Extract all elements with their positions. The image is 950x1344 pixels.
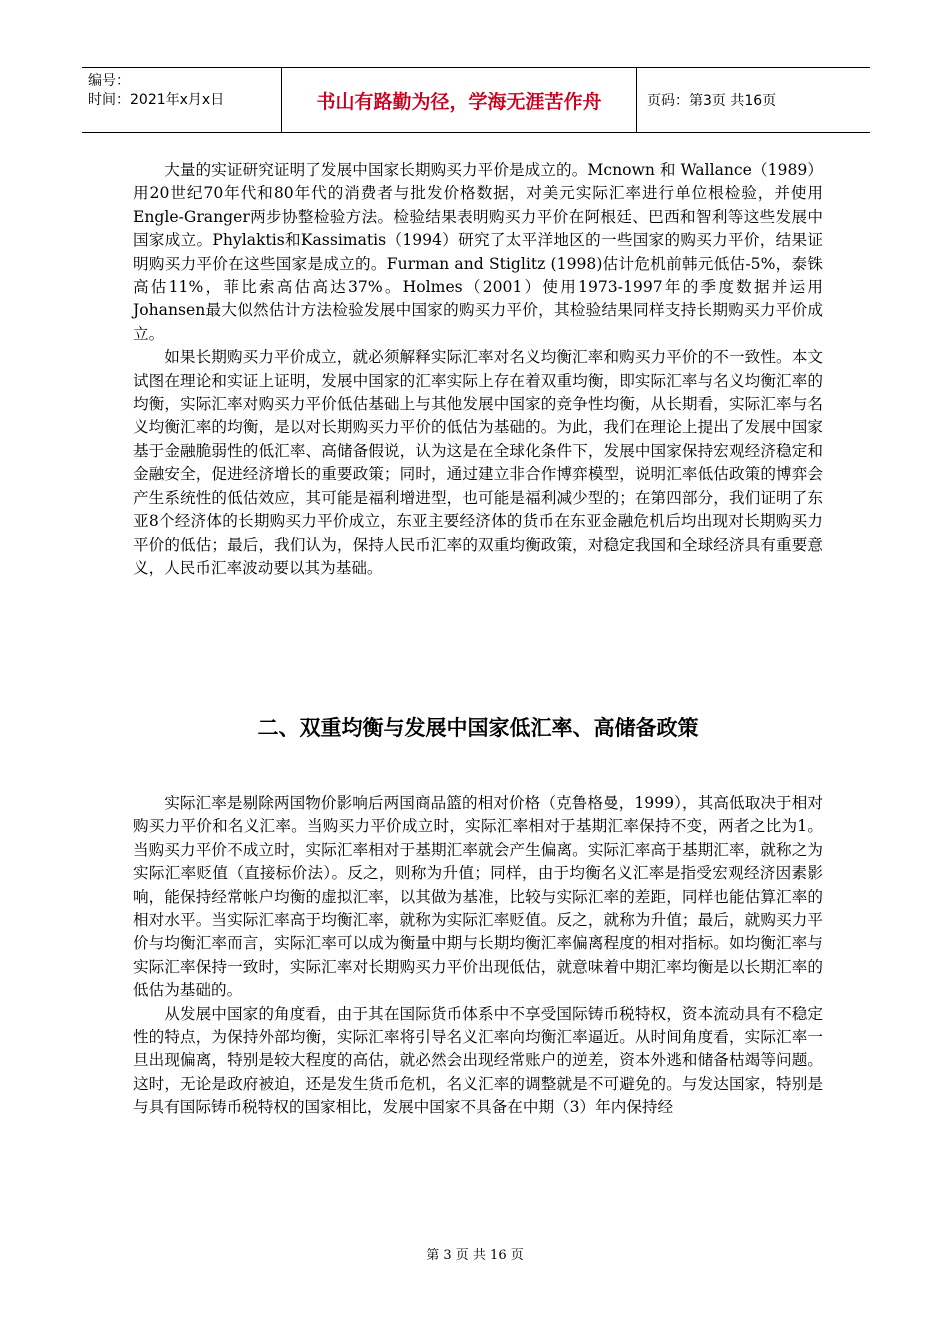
section-heading: 二、双重均衡与发展中国家低汇率、高储备政策 bbox=[257, 716, 699, 740]
date-label: 时间：2021年x月x日 bbox=[88, 92, 225, 108]
serial-number-label: 编号： bbox=[88, 73, 130, 89]
paragraph: 如果长期购买力平价成立，就必须解释实际汇率对名义均衡汇率和购买力平价的不一致性。本文试图在理论和实证上证明，发展中国家的汇率实际上存在着双重均衡，即实际汇率与名义均衡汇率的均衡，实际汇率对购买力平价低估基础上与其他发展中国家的竞争性均衡，从长期看，实际汇率与名义均衡汇率的均衡，是以对长期购买力平价的低估为基础的。为此，我们在理论上提出了发展中国家基于金融脆弱性的低汇率、高储备假说，认为这是在全球化条件下，发展中国家保持宏观经济稳定和金融安全，促进经济增长的重要政策；同时，通过建立非合作博弈模型，说明汇率低估政策的博弈会产生系统性的低估效应，其可能是福利增进型，也可能是福利减少型的；在第四部分，我们证明了东亚8个经济体的长期购买力平价成立，东亚主要经济体的货币在东亚金融危机后均出现对长期购买力平价的低估；最后，我们认为，保持人民币汇率的双重均衡政策，对稳定我国和全球经济具有重要意义，人民币汇率波动要以其为基础。 bbox=[133, 348, 823, 577]
header-motto: 书山有路勤为径，学海无涯苦作舟 bbox=[282, 68, 637, 132]
paragraph: 大量的实证研究证明了发展中国家长期购买力平价是成立的。Mcnown 和 Wallance（1989）用20世纪70年代和80年代的消费者与批发价格数据，对美元实际汇率进行单位根检验，并使用Engle-Granger两步协整检验方法。检验结果表明购买力平价在阿根廷、巴西和智利等这些发展中国家成立。Phylaktis和Kassimatis（1994）研究了太平洋地区的一些国家的购买力平价，结果证明购买力平价在这些国家是成立的。Furman and Stiglitz (1998)估计危机前韩元低估-5%，泰铢高估11%，菲比索高估高达37%。Holmes（2001）使用1973-1997年的季度数据并运用Johansen最大似然估计方法检验发展中国家的购买力平价，其检验结果同样支持长期购买力平价成立。 bbox=[133, 161, 823, 343]
header-meta bbox=[82, 68, 282, 132]
body-section-two bbox=[133, 792, 823, 1120]
header-page-number: 页码：第3页 共16页 bbox=[647, 93, 777, 109]
body-section-intro bbox=[133, 159, 823, 580]
paragraph: 从发展中国家的角度看，由于其在国际货币体系中不享受国际铸币税特权，资本流动具有不稳定性的特点，为保持外部均衡，实际汇率将引导名义汇率向均衡汇率逼近。从时间角度看，实际汇率一旦出现偏离，特别是较大程度的高估，就必然会出现经常账户的逆差，资本外逃和储备枯竭等问题。这时，无论是政府被迫，还是发生货币危机，名义汇率的调整就是不可避免的。与发达国家，特别是与具有国际铸币税特权的国家相比，发展中国家不具备在中期（3）年内保持经 bbox=[133, 1004, 823, 1117]
paragraph: 实际汇率是剔除两国物价影响后两国商品篮的相对价格（克鲁格曼，1999），其高低取决于相对购买力平价和名义汇率。当购买力平价成立时，实际汇率相对于基期汇率保持不变，两者之比为1。当购买力平价不成立时，实际汇率相对于基期汇率就会产生偏离。实际汇率高于基期汇率，就称之为实际汇率贬值（直接标价法）。反之，则称为升值；同样，由于均衡名义汇率是指受宏观经济因素影响，能保持经常帐户均衡的虚拟汇率，以其做为基准，比较与实际汇率的差距，同样也能估算汇率的相对水平。当实际汇率高于均衡汇率，就称为实际汇率贬值。反之，就称为升值；最后，就购买力平价与均衡汇率而言，实际汇率可以成为衡量中期与长期均衡汇率偏离程度的相对指标。如均衡汇率与实际汇率保持一致时，实际汇率对长期购买力平价出现低估，就意味着中期汇率均衡是以长期汇率的低估为基础的。 bbox=[133, 794, 823, 1000]
page-header bbox=[82, 67, 870, 133]
page-footer: 第 3 页 共 16 页 bbox=[426, 1248, 524, 1263]
